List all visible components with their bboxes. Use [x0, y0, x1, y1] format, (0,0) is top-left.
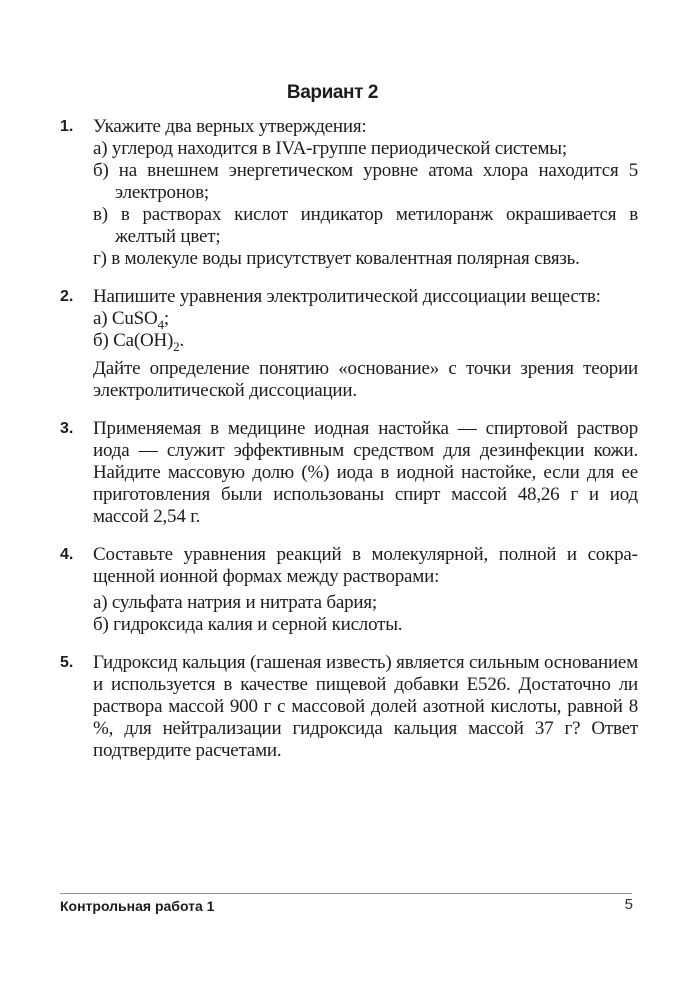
question-number: 5.	[60, 654, 74, 671]
question-intro: Составьте уравнения реакций в молекулярной, полной и сокращенной ионной формах между растворами:	[93, 544, 638, 587]
formula-punctuation: ;	[163, 308, 169, 329]
question-number: 3.	[60, 420, 74, 437]
answer-option-a: а) углерод находится в IVA-группе периодической системы;	[93, 138, 567, 159]
question-body	[93, 418, 638, 528]
question-text: Применяемая в медицине иодная настойка — спиртовой раствор иода — служит эффективным средством для дезинфекции кожи. Найдите массовую долю (%) иода в иодной настойке, если для ее приготовления были использованы спирт массой 48,26 г и иод массой 2,54 г.	[93, 418, 638, 527]
formula-text: а) CuSO	[93, 308, 158, 329]
answer-option-g: г) в молекуле воды присутствует ковалентная полярная связь.	[93, 248, 580, 269]
formula-text: б) Ca(OH)	[93, 330, 174, 351]
question-item-3	[60, 418, 638, 528]
question-body	[93, 286, 638, 402]
formula-line-b	[93, 330, 638, 352]
formula-subscript: 2	[173, 338, 180, 354]
question-item-1	[60, 116, 638, 270]
answer-option-b: б) гидроксида калия и серной кислоты.	[93, 614, 403, 635]
question-item-2	[60, 286, 638, 402]
formula-subscript: 4	[157, 316, 164, 332]
page-title: Вариант 2	[286, 82, 379, 103]
question-body	[93, 652, 638, 762]
question-number: 1.	[60, 118, 74, 135]
questions-list	[60, 116, 638, 778]
question-intro: Напишите уравнения электролитической диссоциации веществ:	[93, 286, 601, 307]
question-number: 4.	[60, 546, 74, 563]
question-number: 2.	[60, 288, 74, 305]
question-item-5	[60, 652, 638, 762]
footer-section-title: Контрольная работа 1	[60, 898, 215, 914]
answer-option-v: в) в растворах кислот индикатор метилоранж окрашивается в желтый цвет;	[93, 204, 638, 247]
question-item-4	[60, 544, 638, 636]
question-note: Дайте определение понятию «основание» с точки зрения теории электролитической диссоциации.	[93, 358, 638, 401]
footer-divider	[60, 893, 632, 894]
question-intro: Укажите два верных утверждения:	[93, 116, 367, 137]
formula-punctuation: .	[179, 330, 184, 351]
question-body	[93, 544, 638, 636]
formula-line-a	[93, 308, 638, 330]
answer-option-a: а) сульфата натрия и нитрата бария;	[93, 592, 378, 613]
question-text: Гидроксид кальция (гашеная известь) является сильным основанием и используется в качестве пищевой добавки Е526. Достаточно ли раствора массой 900 г с массовой долей азотной кислоты, равной 8 %, для нейтрализации гидроксида кальция массой 37 г? Ответ подтвердите расчетами.	[93, 652, 638, 761]
question-body	[93, 116, 638, 270]
answer-option-b: б) на внешнем энергетическом уровне атома хлора находится 5 электронов;	[93, 160, 638, 203]
page-number: 5	[624, 896, 633, 913]
